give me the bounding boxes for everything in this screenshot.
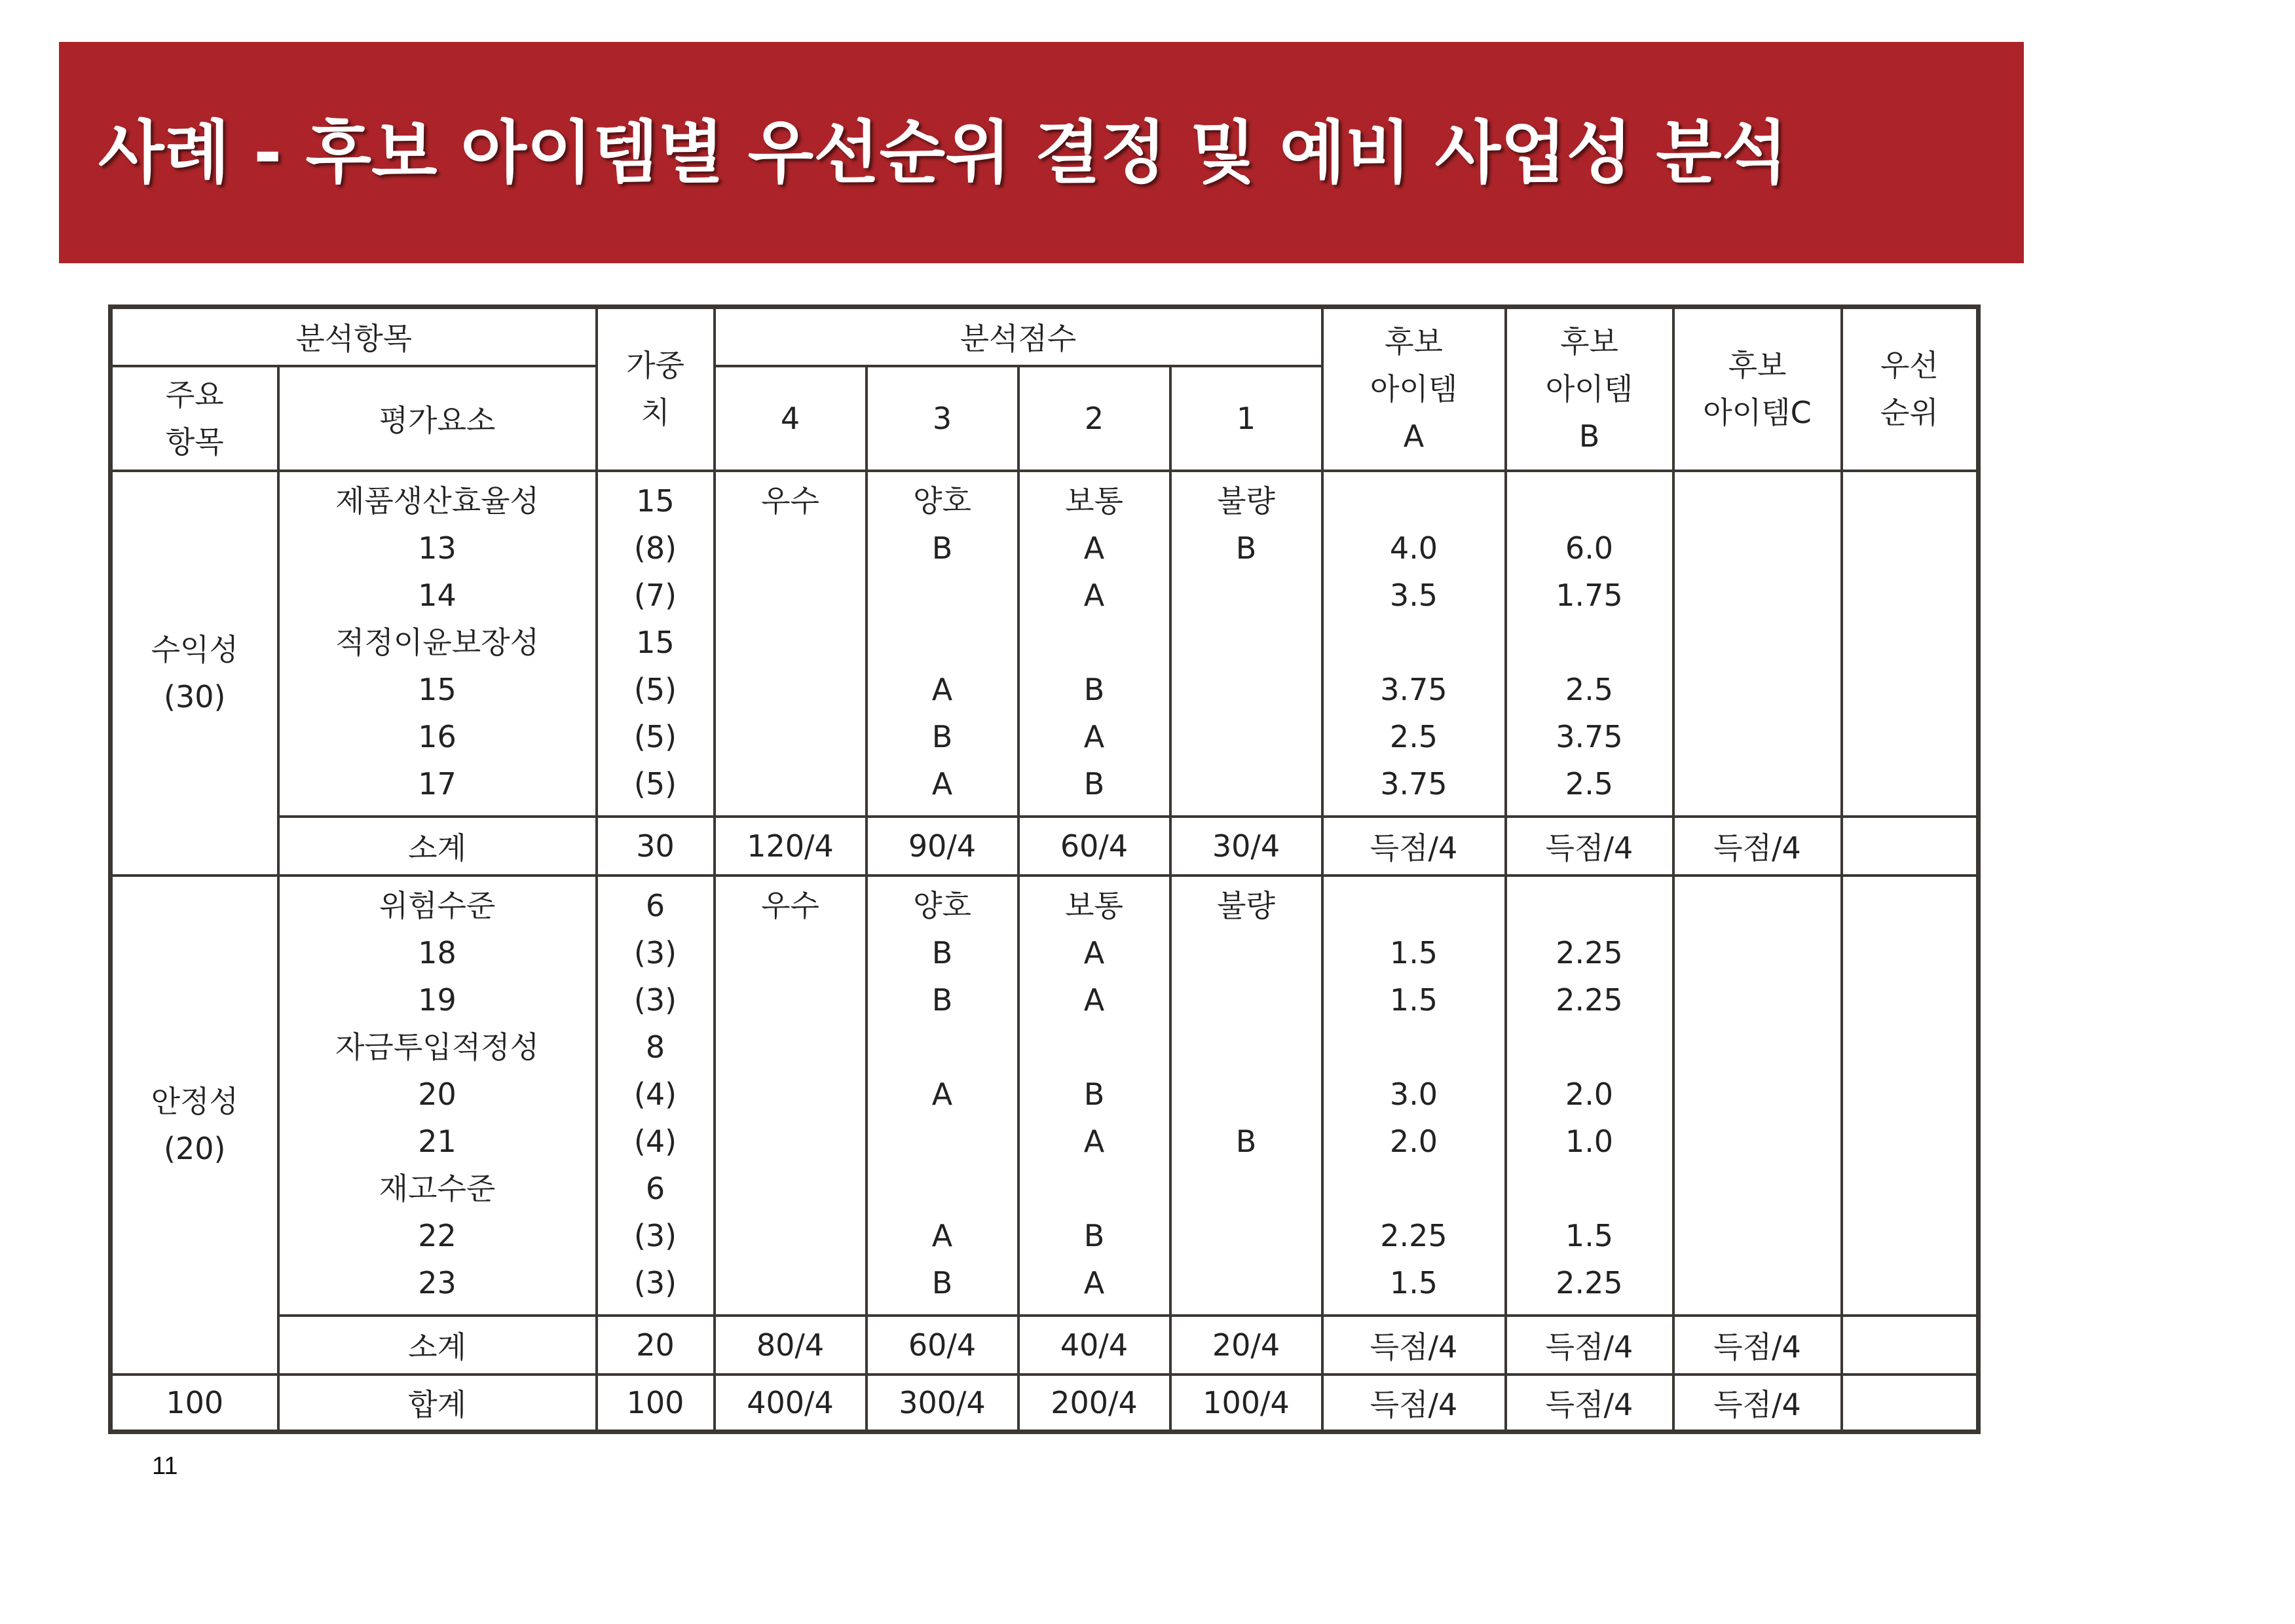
table-cell-value	[1172, 1024, 1321, 1071]
table-cell-value	[1172, 1212, 1321, 1259]
table-cell-value: (7)	[633, 577, 677, 613]
candidate-b-column-cell	[1506, 471, 1673, 817]
subtotal-weight: 30	[597, 817, 715, 876]
score-2-column-cell	[1018, 876, 1170, 1316]
analysis-table	[108, 304, 1981, 1434]
table-cell-value: 양호	[913, 483, 971, 519]
table-cell-value: 6.0	[1565, 530, 1614, 566]
table-cell-value: 8	[645, 1029, 665, 1065]
table-cell-value	[716, 1165, 865, 1212]
table-cell-value	[1172, 760, 1321, 807]
table-cell-value	[716, 525, 865, 572]
score-1-column-cell	[1170, 471, 1322, 817]
table-cell-value: A	[1083, 530, 1105, 566]
header-eval-factor: 평가요소	[278, 366, 597, 471]
table-cell-value: 21	[418, 1123, 457, 1159]
table-cell-value	[1507, 477, 1672, 525]
subtotal-score-1: 30/4	[1170, 817, 1322, 876]
table-cell-value	[1324, 477, 1504, 525]
table-cell-value	[868, 1165, 1017, 1212]
total-candidate-b: 득점/4	[1506, 1375, 1673, 1432]
table-cell-value	[1172, 976, 1321, 1024]
table-cell-value	[1172, 1259, 1321, 1306]
table-cell-value: 불량	[1217, 483, 1275, 519]
table-cell-value: 2.0	[1565, 1076, 1614, 1112]
score-4-column-cell	[715, 876, 867, 1316]
table-cell-value: 3.5	[1389, 577, 1438, 613]
table-cell-value: A	[931, 1076, 953, 1112]
header-candidate-c: 후보 아이템C	[1673, 307, 1842, 471]
table-cell-value	[1324, 619, 1504, 666]
table-cell-value: 3.75	[1380, 766, 1447, 802]
table-cell-value: A	[1083, 982, 1105, 1018]
table-cell-value: 위험수준	[379, 887, 496, 923]
table-cell-value: B	[931, 934, 953, 970]
section-rows	[111, 471, 1979, 817]
table-cell-value: 13	[418, 530, 457, 566]
table-cell-value: A	[1083, 718, 1105, 754]
table-cell-value	[1020, 1024, 1169, 1071]
subtotal-label: 소계	[278, 1316, 597, 1375]
table-cell-value	[1020, 1165, 1169, 1212]
candidate-c-column-cell	[1673, 471, 1842, 817]
section-rows	[111, 876, 1979, 1316]
total-label: 합계	[278, 1375, 597, 1432]
table-cell-value: B	[1083, 671, 1105, 707]
table-cell-value: 15	[636, 483, 675, 519]
table-cell-value: B	[931, 982, 953, 1018]
table-cell-value: B	[1235, 530, 1257, 566]
table-cell-value	[716, 1118, 865, 1165]
table-cell-value: (5)	[633, 671, 677, 707]
table-cell-value: A	[1083, 934, 1105, 970]
total-weight: 100	[597, 1375, 715, 1432]
table-cell-value	[716, 1259, 865, 1306]
table-cell-value: A	[1083, 1264, 1105, 1301]
table-cell-value: A	[1083, 577, 1105, 613]
table-cell-value: 1.5	[1389, 982, 1438, 1018]
total-score-1: 100/4	[1170, 1375, 1322, 1432]
factor-column-cell	[278, 471, 597, 817]
table-cell-value: 6	[645, 887, 665, 923]
subtotal-row	[111, 1316, 1979, 1375]
header-candidate-b: 후보 아이템 B	[1506, 307, 1673, 471]
total-priority	[1842, 1375, 1979, 1432]
table-cell-value: (5)	[633, 718, 677, 754]
table-cell-value: B	[931, 1264, 953, 1301]
table-cell-value: 우수	[761, 483, 819, 519]
table-cell-value: 14	[418, 577, 457, 613]
table-cell-value: (4)	[633, 1123, 677, 1159]
table-cell-value: 제품생산효율성	[335, 483, 540, 519]
table-cell-value: 양호	[913, 887, 971, 923]
table-cell-value	[1172, 1165, 1321, 1212]
table-cell-value: 15	[636, 624, 675, 660]
table-cell-value: B	[1083, 1217, 1105, 1253]
table-cell-value: 18	[418, 934, 457, 970]
subtotal-weight: 20	[597, 1316, 715, 1375]
table-cell-value: (3)	[633, 982, 677, 1018]
total-score-4: 400/4	[715, 1375, 867, 1432]
table-cell-value	[1172, 619, 1321, 666]
header-score-3: 3	[867, 366, 1018, 471]
table-cell-value	[1507, 619, 1672, 666]
subtotal-candidate-a: 득점/4	[1322, 1316, 1506, 1375]
header-main-item: 주요 항목	[111, 366, 278, 471]
table-cell-value: 1.75	[1556, 577, 1623, 613]
table-cell-value: (3)	[633, 1217, 677, 1253]
main-item-cell: 안정성 (20)	[111, 876, 278, 1375]
table-cell-value	[868, 572, 1017, 619]
priority-column-cell	[1842, 876, 1979, 1316]
table-cell-value: 6	[645, 1170, 665, 1206]
table-cell-value	[1324, 1024, 1504, 1071]
table-cell-value: (3)	[633, 1264, 677, 1301]
table-cell-value	[716, 1024, 865, 1071]
header-score-4: 4	[715, 366, 867, 471]
subtotal-score-2: 40/4	[1018, 1316, 1170, 1375]
table-cell-value: 보통	[1065, 483, 1123, 519]
table-cell-value: 2.25	[1556, 982, 1623, 1018]
priority-column-cell	[1842, 471, 1979, 817]
header-row-1	[111, 307, 1979, 366]
table-cell-value	[716, 1212, 865, 1259]
subtotal-score-4: 80/4	[715, 1316, 867, 1375]
table-cell-value	[716, 666, 865, 713]
table-cell-value: 3.0	[1389, 1076, 1438, 1112]
table-cell-value: B	[931, 718, 953, 754]
table-cell-value: (5)	[633, 766, 677, 802]
header-candidate-a: 후보 아이템 A	[1322, 307, 1506, 471]
page-number: 11	[152, 1452, 178, 1480]
candidate-c-column-cell	[1673, 876, 1842, 1316]
table-cell-value: A	[1083, 1123, 1105, 1159]
table-cell-value: 3.75	[1380, 671, 1447, 707]
table-cell-value	[1507, 1024, 1672, 1071]
subtotal-candidate-b: 득점/4	[1506, 817, 1673, 876]
subtotal-candidate-c: 득점/4	[1673, 817, 1842, 876]
header-score-1: 1	[1170, 366, 1322, 471]
table-cell-value: 적정이윤보장성	[335, 624, 540, 660]
table-cell-value: B	[931, 530, 953, 566]
table-cell-value: 불량	[1217, 887, 1275, 923]
table-cell-value: 4.0	[1389, 530, 1438, 566]
table-cell-value: 2.0	[1389, 1123, 1438, 1159]
table-cell-value	[868, 1118, 1017, 1165]
subtotal-score-2: 60/4	[1018, 817, 1170, 876]
header-analysis-items: 분석항목	[111, 307, 597, 366]
weight-column-cell	[597, 471, 715, 817]
subtotal-candidate-c: 득점/4	[1673, 1316, 1842, 1375]
table-cell-value: (4)	[633, 1076, 677, 1112]
subtotal-candidate-a: 득점/4	[1322, 817, 1506, 876]
subtotal-score-1: 20/4	[1170, 1316, 1322, 1375]
subtotal-score-3: 60/4	[867, 1316, 1018, 1375]
table-cell-value: 2.25	[1380, 1217, 1447, 1253]
title-banner	[59, 42, 2024, 263]
total-score-2: 200/4	[1018, 1375, 1170, 1432]
table-cell-value: 우수	[761, 887, 819, 923]
header-score-2: 2	[1018, 366, 1170, 471]
total-row	[111, 1375, 1979, 1432]
table-cell-value: A	[931, 671, 953, 707]
table-cell-value	[716, 976, 865, 1024]
table-cell-value	[716, 619, 865, 666]
table-cell-value	[716, 1071, 865, 1118]
score-2-column-cell	[1018, 471, 1170, 817]
table-cell-value	[1172, 713, 1321, 760]
table-cell-value: 15	[418, 671, 457, 707]
subtotal-label: 소계	[278, 817, 597, 876]
header-priority: 우선 순위	[1842, 307, 1979, 471]
slide-title: 사례 - 후보 아이템별 우선순위 결정 및 예비 사업성 분석	[98, 113, 1788, 193]
subtotal-priority	[1842, 1316, 1979, 1375]
total-main: 100	[111, 1375, 278, 1432]
header-analysis-score: 분석점수	[715, 307, 1322, 366]
factor-column-cell	[278, 876, 597, 1316]
table-cell-value: 재고수준	[379, 1170, 496, 1206]
table-cell-value: 1.0	[1565, 1123, 1614, 1159]
table-cell-value: A	[931, 1217, 953, 1253]
table-cell-value: 17	[418, 766, 457, 802]
table-cell-value	[1020, 619, 1169, 666]
table-cell-value: B	[1083, 766, 1105, 802]
table-cell-value: 보통	[1065, 887, 1123, 923]
subtotal-row	[111, 817, 1979, 876]
total-score-3: 300/4	[867, 1375, 1018, 1432]
table-cell-value: 20	[418, 1076, 457, 1112]
weight-column-cell	[597, 876, 715, 1316]
score-3-column-cell	[867, 471, 1018, 817]
table-cell-value	[1172, 666, 1321, 713]
table-cell-value: A	[931, 766, 953, 802]
table-cell-value	[1324, 1165, 1504, 1212]
table-cell-value	[716, 713, 865, 760]
table-cell-value: 2.25	[1556, 934, 1623, 970]
candidate-a-column-cell	[1322, 471, 1506, 817]
score-1-column-cell	[1170, 876, 1322, 1316]
header-weight: 가중 치	[597, 307, 715, 471]
subtotal-score-3: 90/4	[867, 817, 1018, 876]
candidate-b-column-cell	[1506, 876, 1673, 1316]
total-candidate-a: 득점/4	[1322, 1375, 1506, 1432]
table-cell-value	[1172, 572, 1321, 619]
table-cell-value	[1172, 929, 1321, 976]
table-cell-value: 16	[418, 718, 457, 754]
table-cell-value	[868, 1024, 1017, 1071]
table-cell-value: B	[1083, 1076, 1105, 1112]
table-cell-value: 22	[418, 1217, 457, 1253]
table-cell-value	[868, 619, 1017, 666]
subtotal-priority	[1842, 817, 1979, 876]
table-cell-value: 23	[418, 1264, 457, 1301]
table-cell-value	[716, 929, 865, 976]
score-3-column-cell	[867, 876, 1018, 1316]
table-cell-value: 1.5	[1565, 1217, 1614, 1253]
score-4-column-cell	[715, 471, 867, 817]
candidate-a-column-cell	[1322, 876, 1506, 1316]
table-cell-value	[716, 760, 865, 807]
table-cell-value: (3)	[633, 934, 677, 970]
main-item-cell: 수익성 (30)	[111, 471, 278, 876]
table-cell-value: 3.75	[1556, 718, 1623, 754]
table-cell-value: (8)	[633, 530, 677, 566]
table-cell-value	[1324, 882, 1504, 929]
table-cell-value	[716, 572, 865, 619]
table-cell-value: 2.5	[1565, 671, 1614, 707]
table-cell-value: 2.25	[1556, 1264, 1623, 1301]
table-cell-value: 2.5	[1389, 718, 1438, 754]
table-cell-value	[1507, 882, 1672, 929]
subtotal-candidate-b: 득점/4	[1506, 1316, 1673, 1375]
table-cell-value: 19	[418, 982, 457, 1018]
table-cell-value: 1.5	[1389, 934, 1438, 970]
table-cell-value: 자금투입적정성	[335, 1029, 540, 1065]
subtotal-score-4: 120/4	[715, 817, 867, 876]
total-candidate-c: 득점/4	[1673, 1375, 1842, 1432]
table-cell-value: 2.5	[1565, 766, 1614, 802]
table-cell-value	[1172, 1071, 1321, 1118]
table-cell-value: 1.5	[1389, 1264, 1438, 1301]
table-cell-value: B	[1235, 1123, 1257, 1159]
table-cell-value	[1507, 1165, 1672, 1212]
